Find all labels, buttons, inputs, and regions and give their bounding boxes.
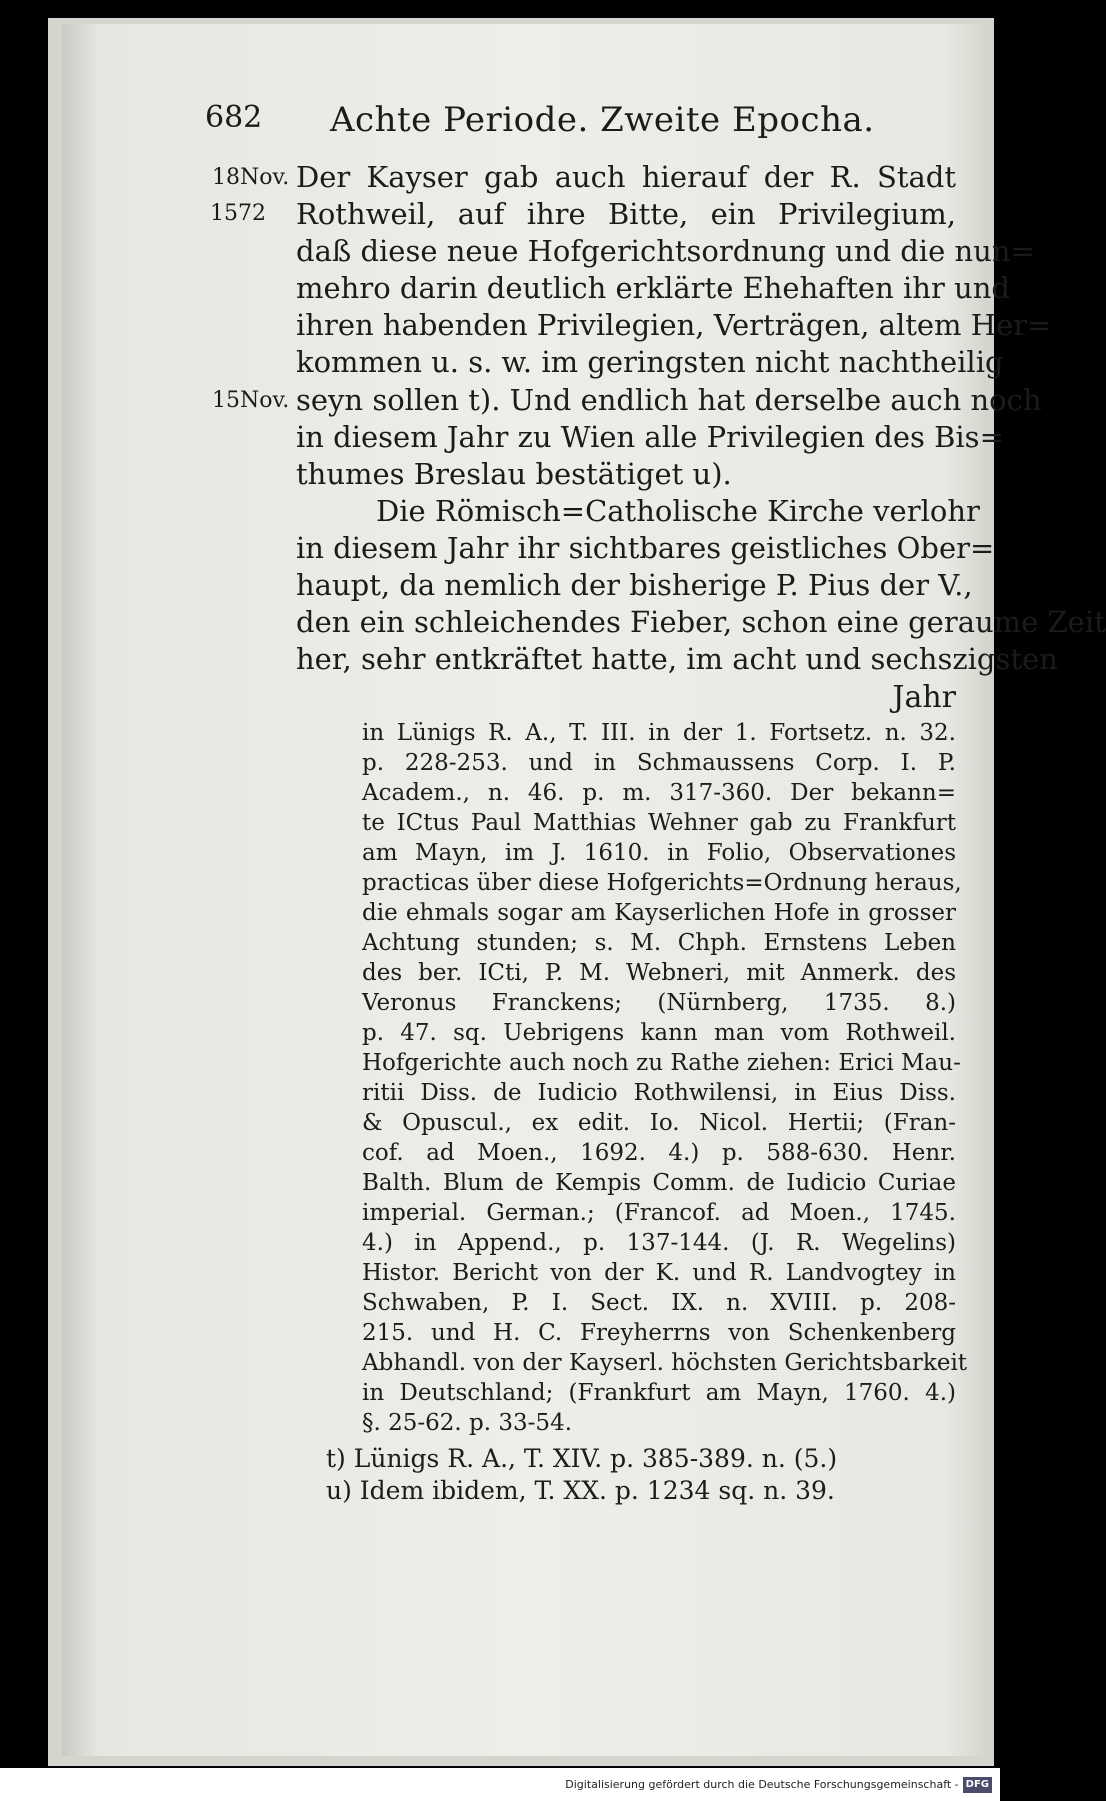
body-line: Der Kayser gab auch hierauf der R. Stadt — [296, 160, 956, 194]
footnote-line: & Opuscul., ex edit. Io. Nicol. Hertii; (Fran- — [362, 1110, 956, 1136]
footnote-line: in Deutschland; (Frankfurt am Mayn, 1760. 4.) — [362, 1380, 956, 1406]
funding-credit: Digitalisierung gefördert durch die Deutsche Forschungsgemeinschaft - — [565, 1778, 959, 1791]
footnote-line: Histor. Bericht von der K. und R. Landvogtey in — [362, 1260, 956, 1286]
footnote-line: p. 47. sq. Uebrigens kann man vom Rothweil. — [362, 1020, 956, 1046]
footnote-line: Academ., n. 46. p. m. 317-360. Der bekann= — [362, 780, 956, 806]
footnote-line: practicas über diese Hofgerichts=Ordnung heraus, — [362, 870, 962, 896]
body-line: haupt, da nemlich der bisherige P. Pius der V., — [296, 568, 973, 602]
body-line: den ein schleichendes Fieber, schon eine geraume Zeit — [296, 605, 1106, 639]
body-line: kommen u. s. w. im geringsten nicht nachtheilig — [296, 345, 1004, 379]
margin-date-day: 15Nov. — [212, 388, 290, 413]
footnote-line: Hofgerichte auch noch zu Rathe ziehen: Erici Mau- — [362, 1050, 961, 1076]
body-line: seyn sollen t). Und endlich hat derselbe auch noch — [296, 383, 1042, 417]
margin-date-day: 18Nov. — [212, 165, 290, 190]
footnote-line: Schwaben, P. I. Sect. IX. n. XVIII. p. 208- — [362, 1290, 956, 1316]
footnote-line: 215. und H. C. Freyherrns von Schenkenberg — [362, 1320, 956, 1346]
footnote-line: ritii Diss. de Iudicio Rothwilensi, in Eius Diss. — [362, 1080, 956, 1106]
catchword: Jahr — [892, 680, 956, 715]
paragraph-start: Die Römisch=Catholische Kirche verlohr — [376, 494, 980, 528]
body-line: thumes Breslau bestätiget u). — [296, 457, 732, 491]
footnote-u: u) Idem ibidem, T. XX. p. 1234 sq. n. 39. — [326, 1476, 835, 1505]
footnote-t: t) Lünigs R. A., T. XIV. p. 385-389. n. (5.) — [326, 1444, 838, 1473]
footnote-line: te ICtus Paul Matthias Wehner gab zu Frankfurt — [362, 810, 956, 836]
footnote-line: Veronus Franckens; (Nürnberg, 1735. 8.) — [362, 990, 956, 1016]
body-line: mehro darin deutlich erklärte Ehehaften ihr und — [296, 271, 1010, 305]
footnote-line: Achtung stunden; s. M. Chph. Ernstens Leben — [362, 930, 956, 956]
body-line: her, sehr entkräftet hatte, im acht und sechszigsten — [296, 642, 1058, 676]
footnote-line: §. 25-62. p. 33-54. — [362, 1410, 573, 1436]
body-line: in diesem Jahr ihr sichtbares geistliches Ober= — [296, 531, 995, 565]
footnote-line: in Lünigs R. A., T. III. in der 1. Fortsetz. n. 32. — [362, 720, 956, 746]
footnote-line: p. 228-253. und in Schmaussens Corp. I. P. — [362, 750, 956, 776]
body-line: daß diese neue Hofgerichtsordnung und die nun= — [296, 234, 1035, 268]
digitization-footer — [0, 1768, 1000, 1801]
footnote-line: imperial. German.; (Francof. ad Moen., 1745. — [362, 1200, 956, 1226]
running-title: Achte Periode. Zweite Epocha. — [330, 100, 875, 140]
footnote-line: Balth. Blum de Kempis Comm. de Iudicio Curiae — [362, 1170, 956, 1196]
footnote-line: am Mayn, im J. 1610. in Folio, Observationes — [362, 840, 956, 866]
body-line: in diesem Jahr zu Wien alle Privilegien des Bis= — [296, 420, 1004, 454]
footnote-line: cof. ad Moen., 1692. 4.) p. 588-630. Henr. — [362, 1140, 956, 1166]
body-line: ihren habenden Privilegien, Verträgen, altem Her= — [296, 308, 1052, 342]
footnote-line: 4.) in Append., p. 137-144. (J. R. Wegelins) — [362, 1230, 956, 1256]
footnote-line: die ehmals sogar am Kayserlichen Hofe in grosser — [362, 900, 956, 926]
page-number: 682 — [205, 100, 263, 135]
dfg-logo-icon: DFG — [963, 1777, 992, 1793]
footnote-line: Abhandl. von der Kayserl. höchsten Gerichtsbarkeit — [362, 1350, 968, 1376]
body-line: Rothweil, auf ihre Bitte, ein Privilegium, — [296, 197, 956, 231]
footnote-line: des ber. ICti, P. M. Webneri, mit Anmerk. des — [362, 960, 956, 986]
margin-date-year: 1572 — [210, 201, 266, 226]
